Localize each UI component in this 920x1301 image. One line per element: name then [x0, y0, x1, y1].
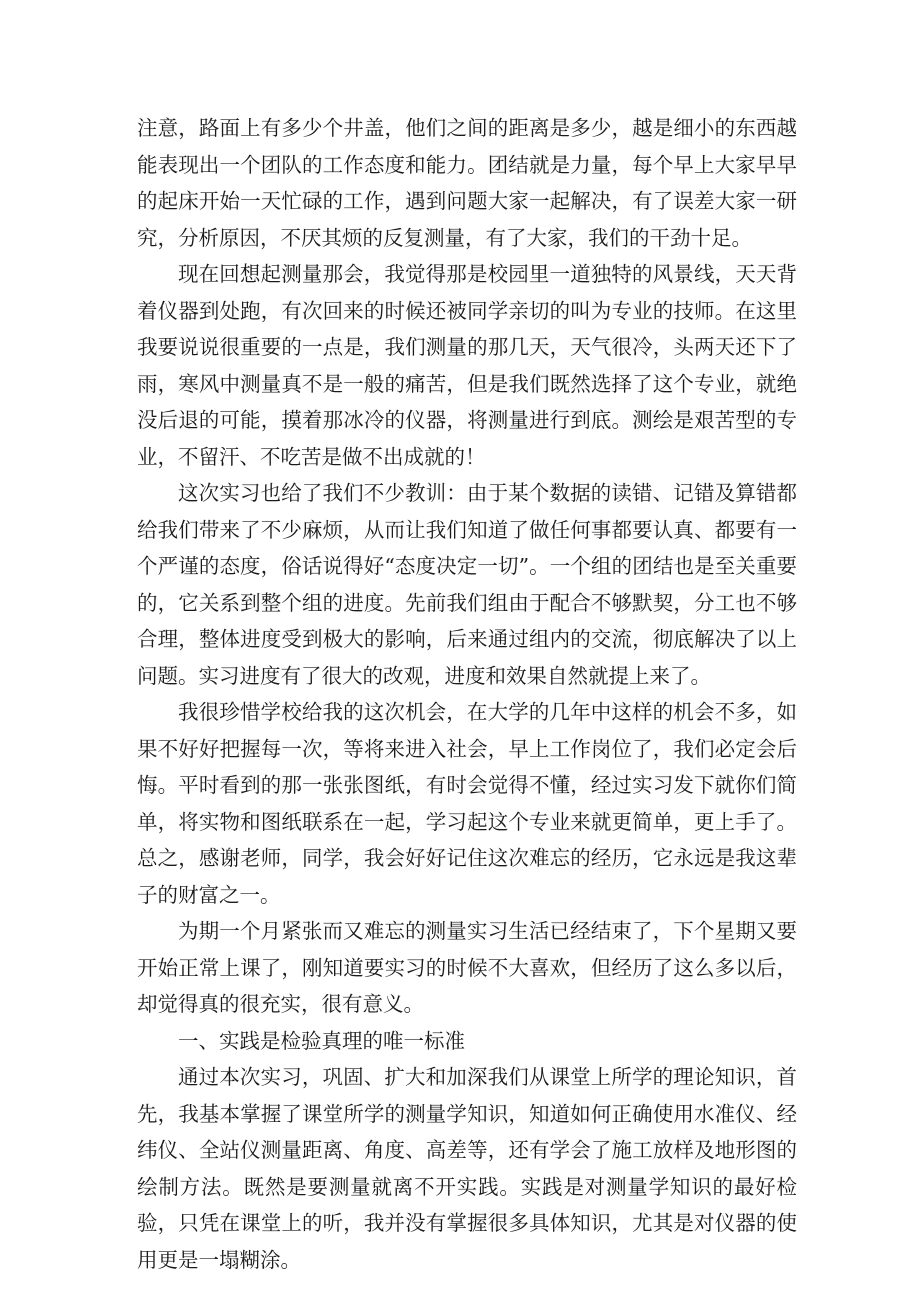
- paragraph-continuation: 注意，路面上有多少个井盖，他们之间的距离是多少，越是细小的东西越能表现出一个团队的工作态度和能力。团结就是力量，每个早上大家早早的起床开始一天忙碌的工作，遇到问题大家一起解决，有了误差大家一研究，分析原因，不厌其烦的反复测量，有了大家，我们的干劲十足。: [137, 116, 797, 250]
- document-body: [137, 110, 797, 1278]
- paragraph: 现在回想起测量那会，我觉得那是校园里一道独特的风景线，天天背着仪器到处跑，有次回来的时候还被同学亲切的叫为专业的技师。在这里我要说说很重要的一点是，我们测量的那几天，天气很冷，头两天还下了雨，寒风中测量真不是一般的痛苦，但是我们既然选择了这个专业，就绝没后退的可能，摸着那冰冷的仪器，将测量进行到底。测绘是艰苦型的专业，不留汗、不吃苦是做不出成就的！: [137, 262, 797, 469]
- paragraph: 为期一个月紧张而又难忘的测量实习生活已经结束了，下个星期又要开始正常上课了，刚知道要实习的时候不大喜欢，但经历了这么多以后，却觉得真的很充实，很有意义。: [137, 919, 797, 1016]
- section-heading: 一、实践是检验真理的唯一标准: [178, 1028, 465, 1053]
- paragraph: 这次实习也给了我们不少教训：由于某个数据的读错、记错及算错都给我们带来了不少麻烦，从而让我们知道了做任何事都要认真、都要有一个严谨的态度，俗话说得好“态度决定一切”。一个组的团结也是至关重要的，它关系到整个组的进度。先前我们组由于配合不够默契，分工也不够合理，整体进度受到极大的影响，后来通过组内的交流，彻底解决了以上问题。实习进度有了很大的改观，进度和效果自然就提上来了。: [137, 481, 797, 688]
- paragraph: 通过本次实习，巩固、扩大和加深我们从课堂上所学的理论知识，首先，我基本掌握了课堂所学的测量学知识，知道如何正确使用水准仪、经纬仪、全站仪测量距离、角度、高差等，还有学会了施工放样及地形图的绘制方法。既然是要测量就离不开实践。实践是对测量学知识的最好检验，只凭在课堂上的听，我并没有掌握很多具体知识，尤其是对仪器的使用更是一塌糊涂。: [137, 1065, 797, 1272]
- paragraph: 我很珍惜学校给我的这次机会，在大学的几年中这样的机会不多，如果不好好把握每一次，等将来进入社会，早上工作岗位了，我们必定会后悔。平时看到的那一张张图纸，有时会觉得不懂，经过实习发下就你们简单，将实物和图纸联系在一起，学习起这个专业来就更简单，更上手了。总之，感谢老师，同学，我会好好记住这次难忘的经历，它永远是我这辈子的财富之一。: [137, 700, 797, 907]
